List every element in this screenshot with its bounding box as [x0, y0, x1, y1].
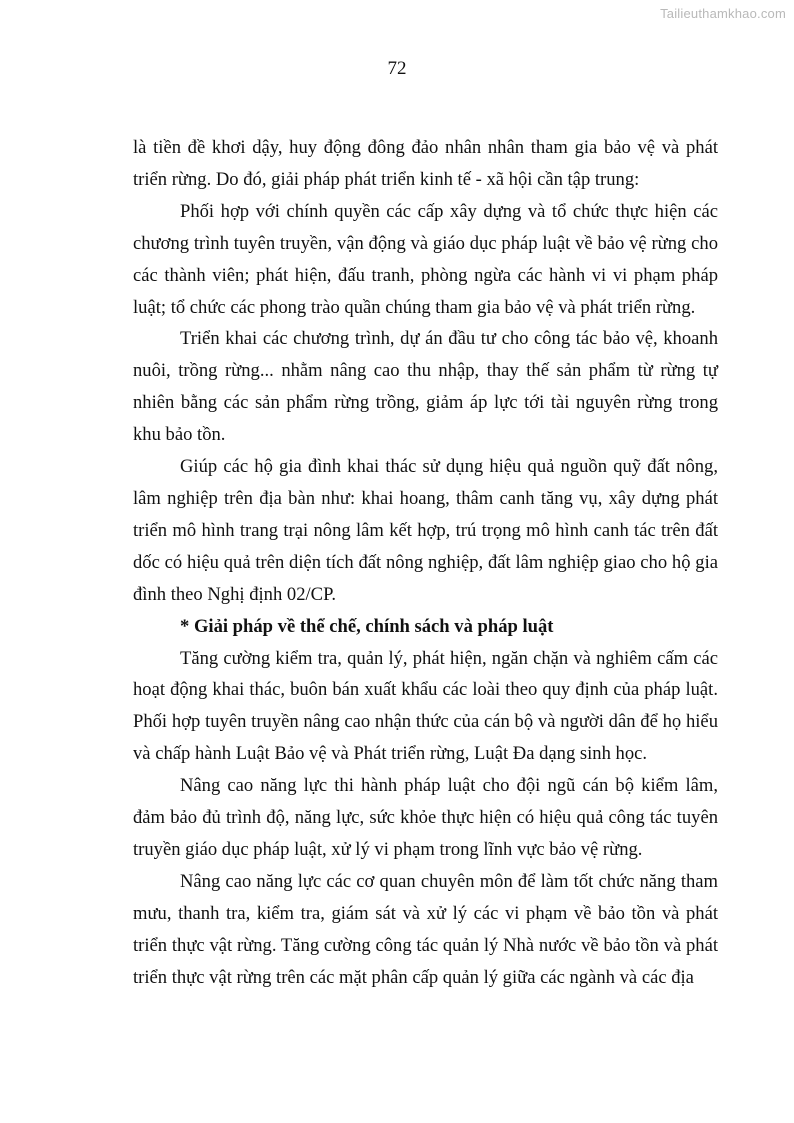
watermark-text: Tailieuthamkhao.com [660, 6, 786, 21]
page-number: 72 [387, 58, 407, 79]
paragraph-coordination: Phối hợp với chính quyền các cấp xây dựng và tổ chức thực hiện các chương trình tuyên truyền, vận động và giáo dục pháp luật về bảo vệ rừng cho các thành viên; phát hiện, đấu tranh, phòng ngừa các hành vi vi phạm pháp luật; tổ chức các phong trào quần chúng tham gia bảo vệ và phát triển rừng. [133, 200, 718, 318]
paragraph-inspection: Tăng cường kiểm tra, quản lý, phát hiện, ngăn chặn và nghiêm cấm các hoạt động khai thác, buôn bán xuất khẩu các loài theo quy định của pháp luật. Phối hợp tuyên truyền nâng cao nhận thức của cán bộ và người dân để họ hiểu và chấp hành Luật Bảo vệ và Phát triển rừng, Luật Đa dạng sinh học. [133, 647, 718, 765]
section-heading: * Giải pháp về thể chế, chính sách và pháp luật [180, 615, 554, 637]
paragraph-agencies: Nâng cao năng lực các cơ quan chuyên môn để làm tốt chức năng tham mưu, thanh tra, kiểm tra, giám sát và xử lý các vi phạm về bảo tồn và phát triển thực vật rừng. Tăng cường công tác quản lý Nhà nước về bảo tồn và phát triển thực vật rừng trên các mặt phân cấp quản lý giữa các ngành và các địa [133, 870, 718, 988]
paragraph-households: Giúp các hộ gia đình khai thác sử dụng hiệu quả nguồn quỹ đất nông, lâm nghiệp trên địa bàn như: khai hoang, thâm canh tăng vụ, xây dựng phát triển mô hình trang trại nông lâm kết hợp, trú trọng mô hình canh tác trên đất dốc có hiệu quả trên diện tích đất nông nghiệp, đất lâm nghiệp giao cho hộ gia đình theo Nghị định 02/CP. [133, 456, 718, 605]
document-body [133, 132, 718, 993]
paragraph-enforcement: Nâng cao năng lực thi hành pháp luật cho đội ngũ cán bộ kiểm lâm, đảm bảo đủ trình độ, năng lực, sức khỏe thực hiện có hiệu quả công tác tuyên truyền giáo dục pháp luật, xử lý vi phạm trong lĩnh vực bảo vệ rừng. [133, 775, 718, 860]
paragraph-continuation: là tiền đề khơi dậy, huy động đông đảo nhân nhân tham gia bảo vệ và phát triển rừng. Do đó, giải pháp phát triển kinh tế - xã hội cần tập trung: [133, 137, 718, 190]
paragraph-programs: Triển khai các chương trình, dự án đầu tư cho công tác bảo vệ, khoanh nuôi, trồng rừng... nhằm nâng cao thu nhập, thay thế sản phẩm từ rừng tự nhiên bằng các sản phẩm rừng trồng, giảm áp lực tới tài nguyên rừng trong khu bảo tồn. [133, 328, 718, 446]
